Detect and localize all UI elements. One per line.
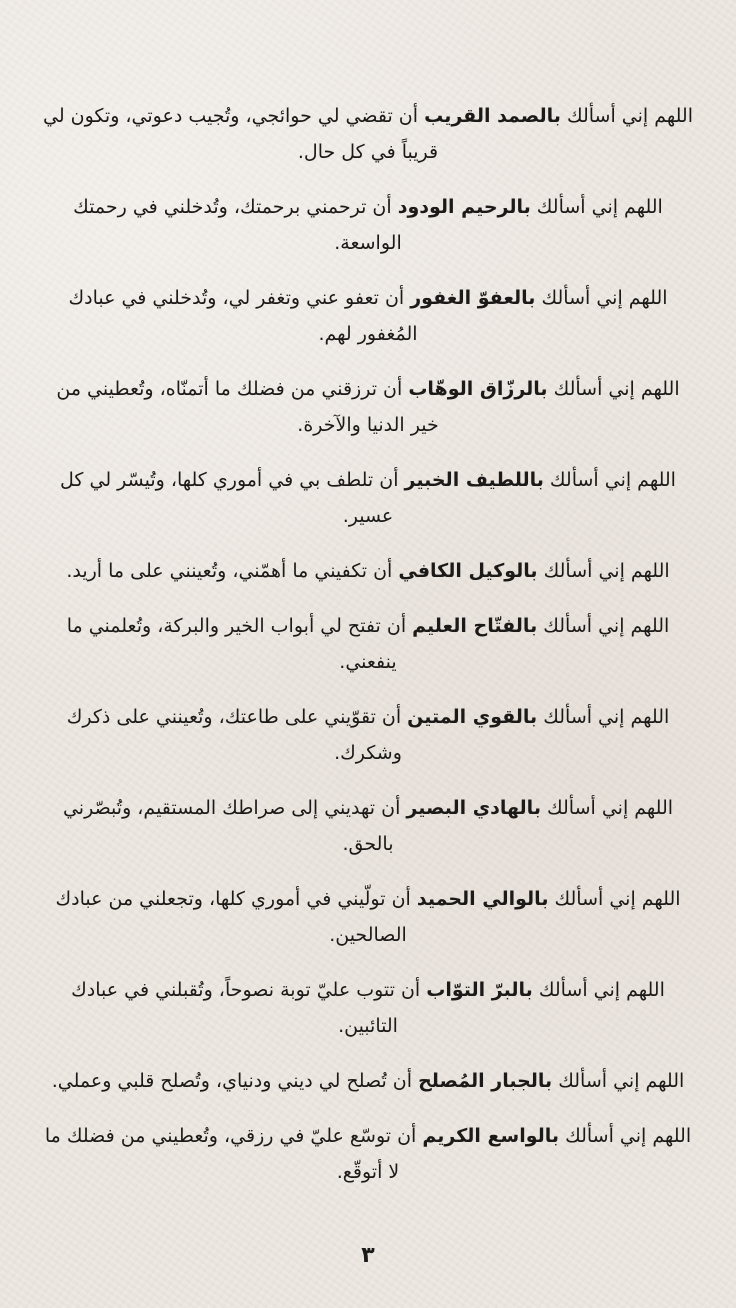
dua-text: أن ترزقني من فضلك ما أتمنّاه، وتُعطيني من خير الدنيا والآخرة. bbox=[56, 378, 439, 436]
dua-paragraph-6 bbox=[40, 553, 696, 589]
dua-prefix: اللهم إني أسألك bbox=[535, 287, 668, 309]
divine-names: بالوالي الحميد bbox=[416, 888, 549, 910]
dua-paragraph-7 bbox=[40, 608, 696, 680]
dua-prefix: اللهم إني أسألك bbox=[537, 560, 670, 582]
dua-prefix: اللهم إني أسألك bbox=[532, 979, 665, 1001]
divine-names: بالهادي البصير bbox=[406, 797, 541, 819]
dua-paragraph-11 bbox=[40, 972, 696, 1044]
dua-paragraph-3 bbox=[40, 280, 696, 352]
dua-prefix: اللهم إني أسألك bbox=[547, 378, 680, 400]
dua-paragraph-2 bbox=[40, 189, 696, 261]
divine-names: بالصمد القريب bbox=[424, 105, 561, 127]
dua-paragraph-1 bbox=[40, 98, 696, 170]
dua-paragraph-12 bbox=[40, 1063, 696, 1099]
divine-names: باللطيف الخبير bbox=[404, 469, 544, 491]
page-number: ٣ bbox=[361, 1243, 375, 1268]
dua-text: أن توسّع عليّ في رزقي، وتُعطيني من فضلك ما لا أتوقّع. bbox=[44, 1125, 423, 1183]
dua-text: أن تقضي لي حوائجي، وتُجيب دعوتي، وتكون لي قريباً في كل حال. bbox=[42, 105, 439, 163]
divine-names: بالرحيم الودود bbox=[397, 196, 531, 218]
divine-names: بالفتّاح العليم bbox=[412, 615, 538, 637]
dua-list bbox=[40, 98, 696, 1190]
divine-names: بالعفوّ الغفور bbox=[410, 287, 536, 309]
divine-names: بالبرّ التوّاب bbox=[426, 979, 533, 1001]
dua-prefix: اللهم إني أسألك bbox=[548, 888, 681, 910]
dua-text: أن تلطف بي في أموري كلها، وتُيسّر لي كل عسير. bbox=[60, 469, 405, 527]
divine-names: بالرزّاق الوهّاب bbox=[408, 378, 548, 400]
dua-prefix: اللهم إني أسألك bbox=[560, 105, 693, 127]
dua-text: أن تهديني إلى صراطك المستقيم، وتُبصّرني بالحق. bbox=[62, 797, 407, 855]
divine-names: بالجبار المُصلح bbox=[418, 1070, 553, 1092]
dua-paragraph-8 bbox=[40, 699, 696, 771]
dua-text: أن تولّيني في أموري كلها، وتجعلني من عبادك الصالحين. bbox=[55, 888, 417, 946]
dua-paragraph-5 bbox=[40, 462, 696, 534]
dua-text: أن تتوب عليّ توبة نصوحاً، وتُقبلني في عبادك التائبين. bbox=[71, 979, 427, 1037]
dua-prefix: اللهم إني أسألك bbox=[552, 1070, 685, 1092]
dua-prefix: اللهم إني أسألك bbox=[559, 1125, 692, 1147]
dua-prefix: اللهم إني أسألك bbox=[540, 797, 674, 819]
dua-text: أن تقوّيني على طاعتك، وتُعينني على ذكرك وشكرك. bbox=[66, 706, 408, 764]
dua-prefix: اللهم إني أسألك bbox=[537, 706, 670, 728]
divine-names: بالوكيل الكافي bbox=[398, 560, 538, 582]
dua-prefix: اللهم إني أسألك bbox=[537, 615, 670, 637]
dua-text: أن تكفيني ما أهمّني، وتُعينني على ما أريد. bbox=[66, 560, 399, 582]
dua-text: أن تفتح لي أبواب الخير والبركة، وتُعلمني ما ينفعني. bbox=[66, 615, 413, 673]
dua-text: أن تُصلح لي ديني ودنياي، وتُصلح قلبي وعملي. bbox=[51, 1070, 419, 1092]
dua-paragraph-13 bbox=[40, 1118, 696, 1190]
dua-text: أن ترحمني برحمتك، وتُدخلني في رحمتك الواسعة. bbox=[73, 196, 402, 254]
dua-prefix: اللهم إني أسألك bbox=[543, 469, 676, 491]
dua-paragraph-4 bbox=[40, 371, 696, 443]
divine-names: بالواسع الكريم bbox=[422, 1125, 560, 1147]
dua-paragraph-9 bbox=[40, 790, 696, 862]
dua-prefix: اللهم إني أسألك bbox=[530, 196, 663, 218]
dua-paragraph-10 bbox=[40, 881, 696, 953]
dua-text: أن تعفو عني وتغفر لي، وتُدخلني في عبادك المُغفور لهم. bbox=[68, 287, 418, 345]
divine-names: بالقوي المتين bbox=[407, 706, 538, 728]
